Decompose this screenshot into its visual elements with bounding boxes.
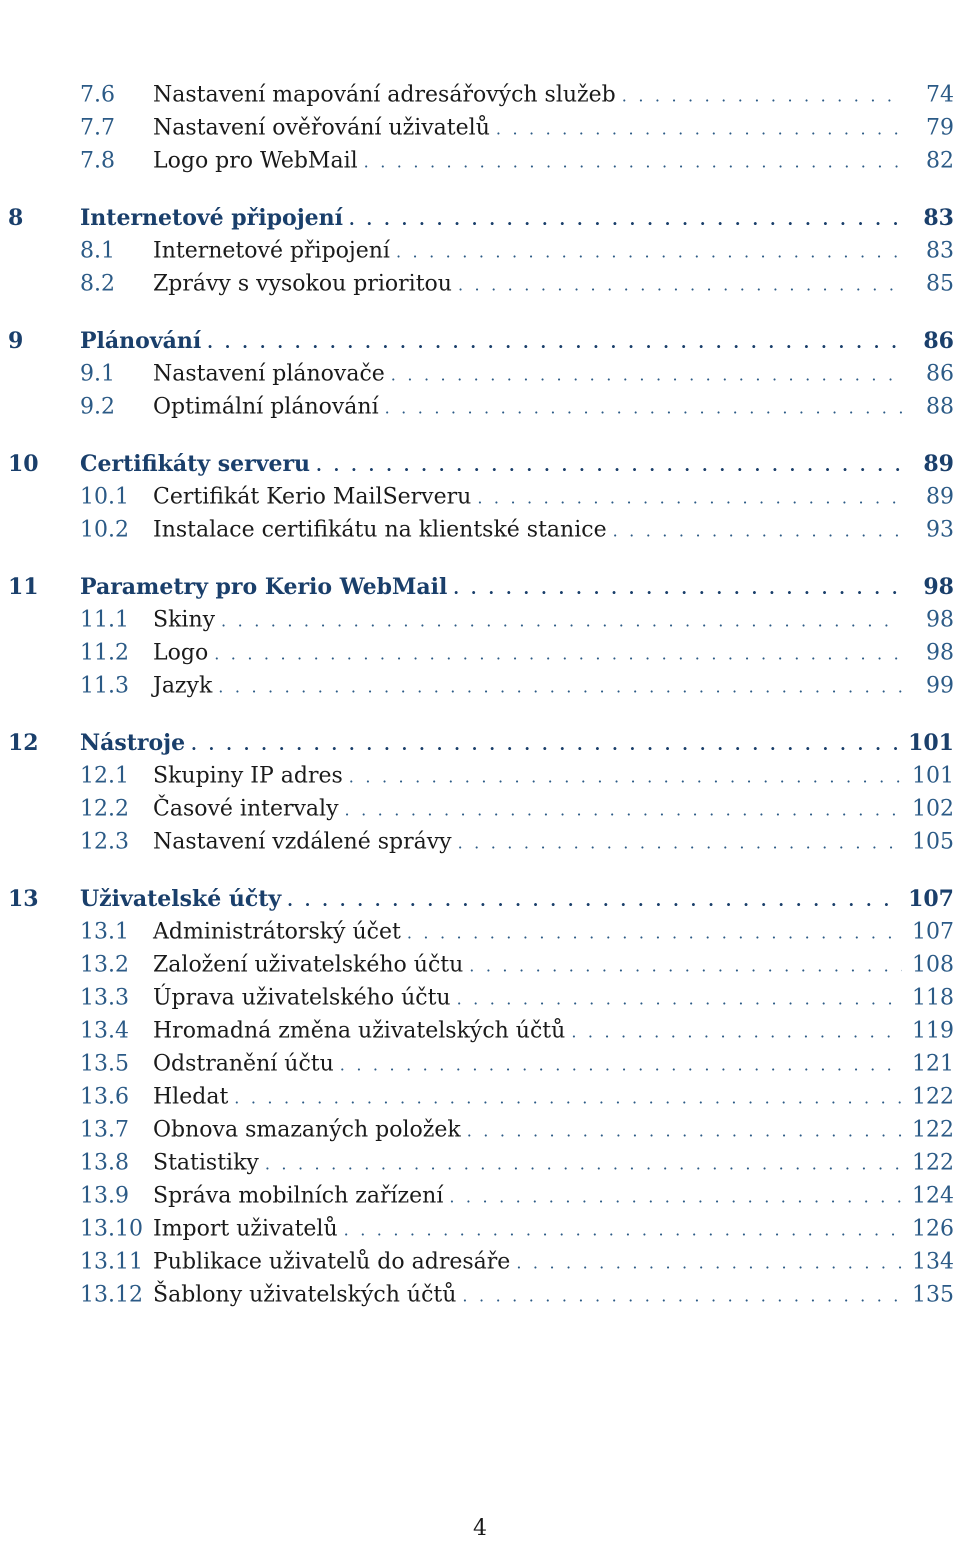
toc-entry-number: 13.8 [80,1150,129,1176]
toc-entry-line [153,608,954,633]
toc-entry-line [153,1250,954,1275]
toc-entry-line [80,886,954,912]
toc-entry-number: 12.2 [80,796,129,822]
toc-entry-title: Jazyk [153,673,213,699]
toc-entry-line [153,395,954,420]
toc-dot-leader [349,768,902,787]
toc-dot-leader [496,120,902,139]
toc-entry-title: Skiny [153,607,216,633]
toc-entry-number: 13.1 [80,919,129,945]
toc-entry-title: Časové intervaly [153,796,339,822]
toc-entry-line [153,272,954,297]
toc-section-entry[interactable] [0,514,960,547]
toc-entry-title: Internetové připojení [153,238,390,264]
toc-entry-title: Šablony uživatelských účtů [153,1282,457,1308]
toc-entry-number: 13.9 [80,1183,129,1209]
toc-section-entry[interactable] [0,949,960,982]
toc-entry-page-number: 86 [926,361,954,387]
toc-entry-page-number: 88 [926,394,954,420]
toc-dot-leader [571,1023,902,1042]
toc-entry-line [153,239,954,264]
toc-entry-page-number: 98 [923,574,954,600]
toc-dot-leader [516,1254,902,1273]
toc-section-entry[interactable] [0,391,960,424]
toc-entry-line [153,1184,954,1209]
toc-entry-line [153,83,954,108]
toc-entry-number: 11 [8,574,39,600]
toc-entry-page-number: 79 [926,115,954,141]
toc-dot-leader [316,456,902,475]
toc-entry-title: Hledat [153,1084,229,1110]
toc-entry-page-number: 134 [912,1249,954,1275]
toc-entry-page-number: 85 [926,271,954,297]
toc-entry-line [153,1052,954,1077]
toc-entry-number: 13.12 [80,1282,143,1308]
toc-entry-line [80,328,954,354]
toc-entry-page-number: 102 [912,796,954,822]
toc-entry-page-number: 86 [923,328,954,354]
toc-dot-leader [221,612,902,631]
toc-entry-line [153,1151,954,1176]
toc-entry-line [153,1085,954,1110]
toc-entry-line [153,1118,954,1143]
toc-entry-page-number: 107 [908,886,954,912]
toc-entry-title: Správa mobilních zařízení [153,1183,444,1209]
toc-chapter-entry[interactable] [0,202,960,235]
toc-entry-number: 8.1 [80,238,115,264]
toc-chapter-entry[interactable] [0,448,960,481]
toc-dot-leader [391,366,902,385]
toc-chapter-entry[interactable] [0,571,960,604]
toc-entry-page-number: 89 [923,451,954,477]
toc-entry-page-number: 107 [912,919,954,945]
toc-entry-line [153,116,954,141]
toc-dot-leader [458,276,902,295]
toc-entry-number: 7.6 [80,82,115,108]
toc-section-entry[interactable] [0,793,960,826]
toc-entry-page-number: 98 [926,640,954,666]
toc-entry-line [153,830,954,855]
toc-entry-number: 13 [8,886,39,912]
toc-dot-leader [265,1155,902,1174]
toc-entry-title: Instalace certifikátu na klientské stanice [153,517,607,543]
toc-dot-leader [207,333,902,352]
toc-section-entry[interactable] [0,916,960,949]
toc-entry-number: 13.7 [80,1117,129,1143]
toc-entry-number: 7.7 [80,115,115,141]
toc-entry-page-number: 118 [912,985,954,1011]
toc-entry-title: Odstranění účtu [153,1051,334,1077]
toc-entry-page-number: 126 [912,1216,954,1242]
toc-dot-leader [407,924,902,943]
toc-dot-leader [214,645,902,664]
toc-section-entry[interactable] [0,670,960,703]
toc-section-entry[interactable] [0,112,960,145]
toc-section-entry[interactable] [0,982,960,1015]
toc-entry-title: Logo pro WebMail [153,148,358,174]
toc-entry-title: Internetové připojení [80,205,344,231]
toc-entry-page-number: 82 [926,148,954,174]
toc-entry-number: 9.1 [80,361,115,387]
toc-entry-line [80,730,954,756]
toc-entry-title: Nástroje [80,730,186,756]
toc-section-entry[interactable] [0,604,960,637]
toc-entry-title: Statistiky [153,1150,259,1176]
toc-entry-page-number: 124 [912,1183,954,1209]
toc-chapter-entry[interactable] [0,883,960,916]
toc-dot-leader [340,1056,902,1075]
toc-entry-page-number: 101 [912,763,954,789]
toc-entry-line [153,986,954,1011]
toc-entry-number: 11.2 [80,640,129,666]
toc-section-entry[interactable] [0,1081,960,1114]
toc-entry-number: 13.6 [80,1084,129,1110]
toc-entry-page-number: 108 [912,952,954,978]
toc-entry-number: 10.2 [80,517,129,543]
toc-section-entry[interactable] [0,1180,960,1213]
toc-dot-leader [234,1089,902,1108]
toc-dot-leader [462,1287,902,1306]
toc-section-entry[interactable] [0,1048,960,1081]
toc-section-entry[interactable] [0,1279,960,1312]
toc-dot-leader [469,957,902,976]
toc-entry-title: Zprávy s vysokou prioritou [153,271,452,297]
toc-dot-leader [345,801,902,820]
toc-chapter-entry[interactable] [0,727,960,760]
toc-chapter-entry[interactable] [0,325,960,358]
toc-entry-title: Logo [153,640,209,666]
toc-entry-number: 7.8 [80,148,115,174]
toc-dot-leader [622,87,902,106]
toc-entry-line [153,485,954,510]
toc-dot-leader [477,489,902,508]
toc-entry-title: Administrátorský účet [153,919,401,945]
page-number: 4 [473,1516,487,1541]
toc-entry-page-number: 105 [912,829,954,855]
toc-entry-number: 10.1 [80,484,129,510]
toc-section-entry[interactable] [0,145,960,178]
toc-entry-number: 11.1 [80,607,129,633]
toc-dot-leader [458,834,902,853]
toc-entry-number: 12.1 [80,763,129,789]
toc-entry-title: Optimální plánování [153,394,379,420]
toc-dot-leader [349,210,902,229]
toc-entry-title: Certifikát Kerio MailServeru [153,484,472,510]
toc-entry-line [153,641,954,666]
toc-entry-number: 13.11 [80,1249,143,1275]
toc-entry-title: Nastavení plánovače [153,361,385,387]
toc-section-entry[interactable] [0,637,960,670]
toc-entry-number: 10 [8,451,39,477]
toc-entry-title: Hromadná změna uživatelských účtů [153,1018,566,1044]
toc-entry-number: 8 [8,205,24,231]
toc-entry-title: Publikace uživatelů do adresáře [153,1249,511,1275]
toc-section-entry[interactable] [0,1114,960,1147]
toc-entry-page-number: 119 [912,1018,954,1044]
toc-entry-title: Parametry pro Kerio WebMail [80,574,448,600]
toc-entry-line [153,920,954,945]
toc-entry-page-number: 135 [912,1282,954,1308]
toc-section-entry[interactable] [0,235,960,268]
toc-entry-number: 13.5 [80,1051,129,1077]
toc-entry-line [80,205,954,231]
toc-entry-page-number: 93 [926,517,954,543]
toc-section-entry[interactable] [0,79,960,112]
toc-entry-number: 12 [8,730,39,756]
toc-section-entry[interactable] [0,1015,960,1048]
toc-entry-page-number: 121 [912,1051,954,1077]
toc-entry-line [153,764,954,789]
toc-entry-page-number: 83 [926,238,954,264]
toc-section-entry[interactable] [0,481,960,514]
toc-section-entry[interactable] [0,1147,960,1180]
toc-entry-page-number: 122 [912,1117,954,1143]
toc-entry-line [80,574,954,600]
toc-entry-page-number: 83 [923,205,954,231]
toc-entry-title: Nastavení vzdálené správy [153,829,452,855]
toc-section-entry[interactable] [0,1246,960,1279]
toc-section-entry[interactable] [0,826,960,859]
toc-dot-leader [613,522,902,541]
toc-entry-page-number: 101 [908,730,954,756]
toc-entry-title: Uživatelské účty [80,886,282,912]
toc-dot-leader [344,1221,902,1240]
toc-dot-leader [457,990,902,1009]
toc-dot-leader [396,243,902,262]
toc-entry-line [80,451,954,477]
toc-entry-number: 9 [8,328,24,354]
toc-entry-title: Import uživatelů [153,1216,338,1242]
toc-entry-page-number: 122 [912,1150,954,1176]
toc-entry-page-number: 89 [926,484,954,510]
toc-entry-title: Plánování [80,328,202,354]
toc-section-entry[interactable] [0,760,960,793]
toc-entry-number: 13.2 [80,952,129,978]
toc-entry-title: Založení uživatelského účtu [153,952,464,978]
toc-dot-leader [364,153,902,172]
toc-entry-number: 13.4 [80,1018,129,1044]
toc-entry-number: 12.3 [80,829,129,855]
toc-entry-line [153,1019,954,1044]
toc-entry-page-number: 122 [912,1084,954,1110]
toc-entry-number: 8.2 [80,271,115,297]
toc-section-entry[interactable] [0,358,960,391]
toc-entry-title: Nastavení ověřování uživatelů [153,115,490,141]
toc-entry-line [153,149,954,174]
toc-dot-leader [467,1122,902,1141]
toc-section-entry[interactable] [0,1213,960,1246]
toc-entry-line [153,362,954,387]
toc-entry-title: Certifikáty serveru [80,451,311,477]
toc-entry-title: Nastavení mapování adresářových služeb [153,82,616,108]
toc-entry-line [153,1283,954,1308]
toc-entry-line [153,674,954,699]
toc-section-entry[interactable] [0,268,960,301]
toc-dot-leader [385,399,902,418]
toc-entry-title: Úprava uživatelského účtu [153,985,451,1011]
toc-dot-leader [453,579,902,598]
toc-dot-leader [218,678,902,697]
toc-entry-title: Obnova smazaných položek [153,1117,461,1143]
toc-dot-leader [191,735,900,754]
toc-entry-page-number: 98 [926,607,954,633]
toc-entry-line [153,953,954,978]
toc-entry-line [153,1217,954,1242]
toc-entry-line [153,797,954,822]
toc-entry-number: 11.3 [80,673,129,699]
toc-entry-line [153,518,954,543]
toc-entry-number: 13.10 [80,1216,143,1242]
toc-entry-number: 9.2 [80,394,115,420]
toc-dot-leader [287,891,900,910]
toc-dot-leader [449,1188,902,1207]
toc-entry-number: 13.3 [80,985,129,1011]
toc-entry-page-number: 74 [926,82,954,108]
toc-entry-title: Skupiny IP adres [153,763,343,789]
toc-entry-page-number: 99 [926,673,954,699]
